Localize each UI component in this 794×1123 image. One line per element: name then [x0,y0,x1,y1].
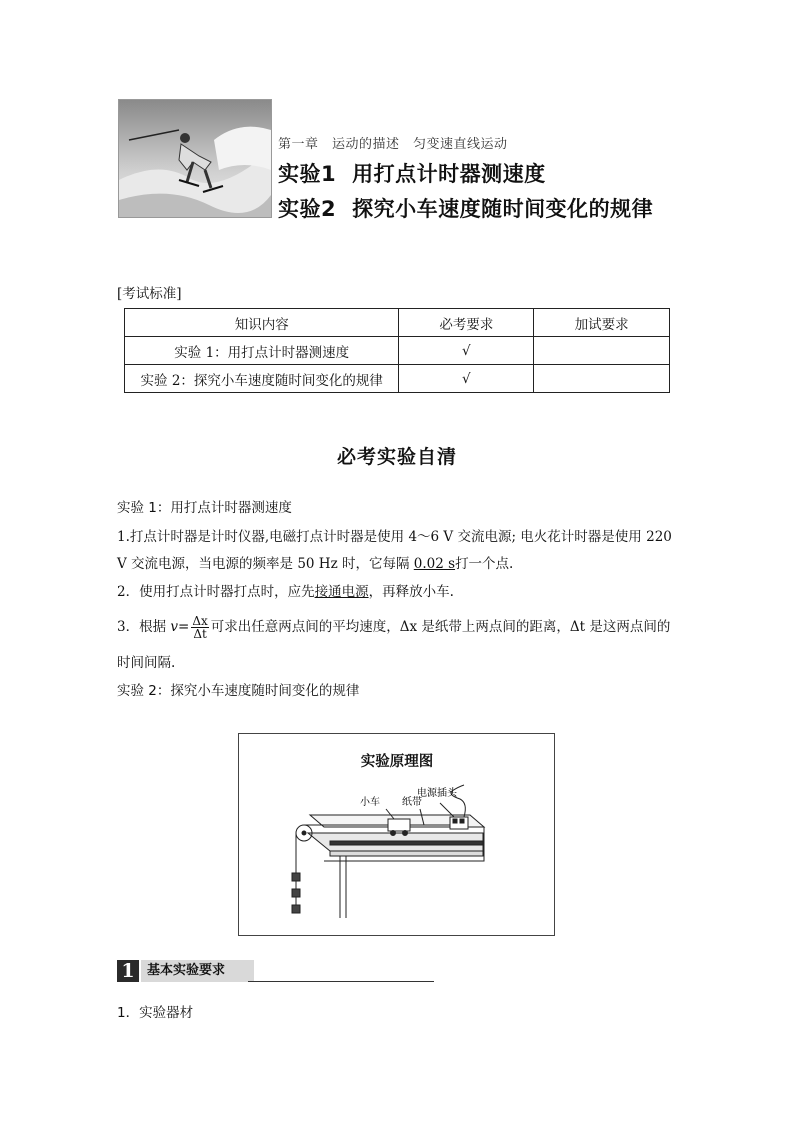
table-row [125,337,670,365]
table-cell [534,365,670,393]
label-power-plug: 电源插头 [417,788,457,799]
equipment-item: 1．实验器材 [117,1005,194,1021]
table-header-cell: 必考要求 [399,309,534,337]
exp1-item1-line1: 1.打点计时器是计时仪器,电磁打点计时器是使用 4～6 V 交流电源; 电火花计时器是使用 220 [117,529,672,545]
table-cell: 实验 2：探究小车速度随时间变化的规律 [125,365,399,393]
title2-text: 探究小车速度随时间变化的规律 [352,197,654,221]
label-cart: 小车 [360,797,380,808]
table-cell [534,337,670,365]
table-header-cell: 知识内容 [125,309,399,337]
table-header-row [125,309,670,337]
exam-standard-table [124,308,670,393]
equals-sign: = [178,619,190,635]
fraction-denominator: Δt [193,627,207,641]
chapter-title: 第一章 运动的描述 匀变速直线运动 [278,137,508,152]
apparatus-diagram [238,733,556,936]
item2-text-a: 2．使用打点计时器打点时，应先 [117,584,315,600]
label-tape: 纸带 [402,797,422,808]
item3-text-a: 3．根据 [117,619,171,635]
title2-label: 实验2 [278,197,337,221]
title1-text: 用打点计时器测速度 [352,162,546,186]
skier-photo [118,99,272,218]
item2-text-b: ，再释放小车. [368,584,454,600]
item3-text-b: 可求出任意两点间的平均速度，Δx 是纸带上两点间的距离，Δt 是这两点间的 [210,619,671,635]
item1-text-b: 打一个点. [455,556,514,572]
figure-title: 实验原理图 [360,754,434,770]
page-title-2 [278,193,653,223]
item2-answer-blank: 接通电源 [314,584,369,600]
fraction-numerator: Δx [192,614,208,628]
exp1-item1-line2 [117,557,513,571]
table-cell: 实验 1：用打点计时器测速度 [125,337,399,365]
item1-answer-blank: 0.02 s [413,556,456,572]
table-cell: √ [399,337,534,365]
exp1-item3-line2: 时间间隔. [117,655,176,671]
section-divider [248,981,434,982]
velocity-fraction [191,615,208,640]
section-number-badge: 1 [117,960,139,982]
exp1-item3 [117,612,670,642]
exp1-item2 [117,585,454,599]
table-header-cell: 加试要求 [534,309,670,337]
title1-label: 实验1 [278,162,337,186]
table-row [125,365,670,393]
exam-standard-label: [考试标准] [117,286,182,302]
exp2-heading: 实验 2：探究小车速度随时间变化的规律 [117,683,360,699]
section-title: 必考实验自清 [336,446,457,468]
table-cell: √ [399,365,534,393]
section-heading-basic-requirements: 基本实验要求 [141,960,254,982]
item1-text-a: V 交流电源，当电源的频率是 50 Hz 时，它每隔 [117,556,414,572]
velocity-symbol: v [170,619,179,635]
exp1-heading: 实验 1：用打点计时器测速度 [117,500,292,516]
page-title-1 [278,158,546,188]
